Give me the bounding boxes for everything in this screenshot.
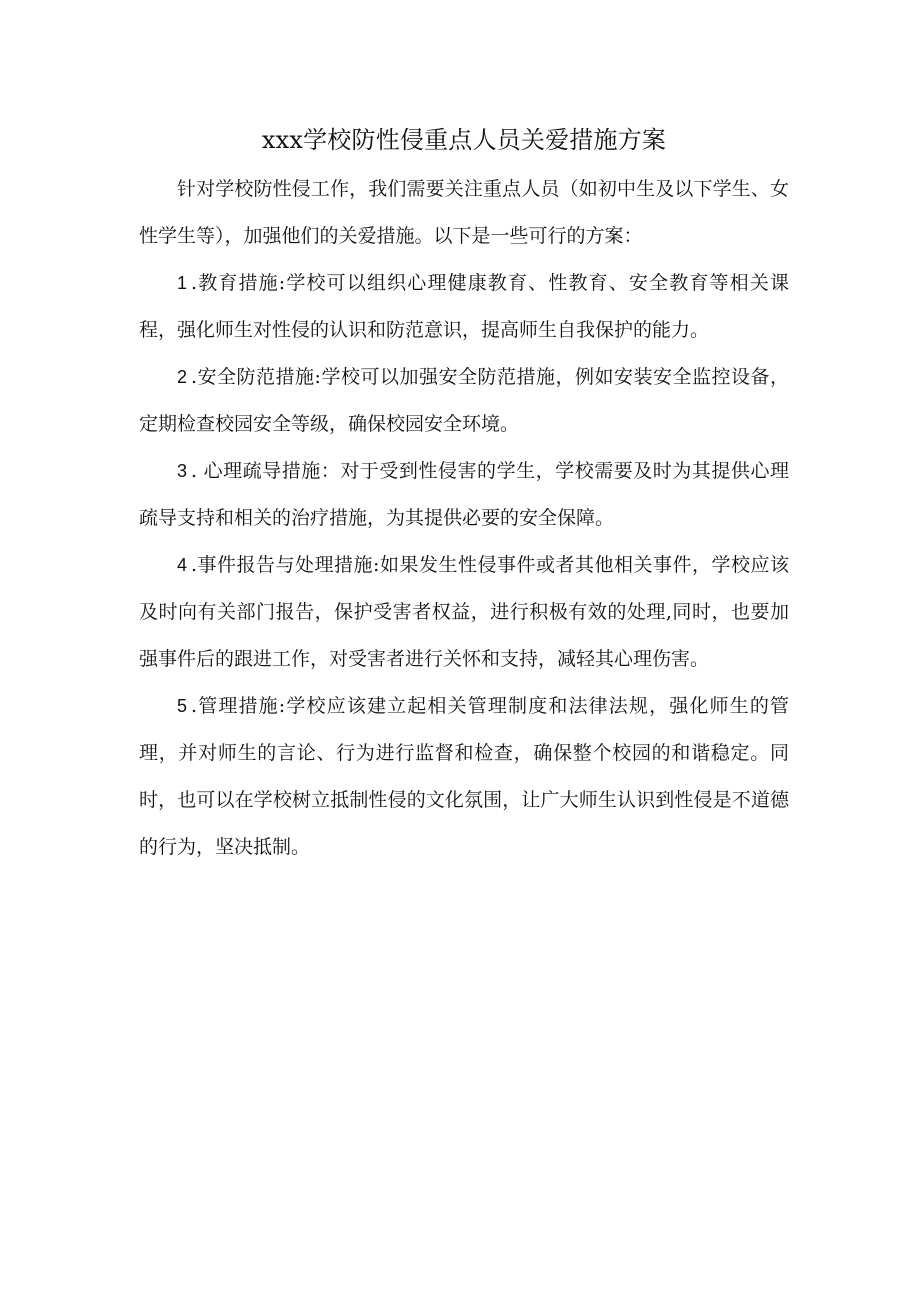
- item-text: 学校可以加强安全防范措施，例如安装安全监控设备，定期检查校园安全等级，确保校园安全环境。: [139, 366, 789, 435]
- item-heading: .管理措施:: [191, 695, 286, 717]
- item-number: 2: [177, 367, 188, 387]
- measure-item-1: [139, 260, 789, 354]
- item-text: 学校可以组织心理健康教育、性教育、安全教育等相关课程，强化师生对性侵的认识和防范意识，提高师生自我保护的能力。: [139, 272, 789, 341]
- item-heading: .教育措施:: [191, 272, 286, 294]
- item-number: 5: [177, 696, 188, 716]
- item-number: 1: [177, 273, 188, 293]
- document-content: [139, 118, 789, 871]
- item-heading: .安全防范措施:: [191, 366, 321, 388]
- item-text: 学校应该建立起相关管理制度和法律法规，强化师生的管理，并对师生的言论、行为进行监督和检查，确保整个校园的和谐稳定。同时，也可以在学校树立抵制性侵的文化氛围，让广大师生认识到性侵是不道德的行为，坚决抵制。: [139, 695, 789, 858]
- intro-paragraph: 针对学校防性侵工作，我们需要关注重点人员（如初中生及以下学生、女性学生等），加强他们的关爱措施。以下是一些可行的方案：: [139, 178, 789, 247]
- measure-item-5: [139, 683, 789, 871]
- item-number: 3: [177, 461, 188, 481]
- item-heading: .事件报告与处理措施:: [191, 554, 380, 576]
- measure-item-3: [139, 448, 789, 542]
- item-text: 如果发生性侵事件或者其他相关事件，学校应该及时向有关部门报告，保护受害者权益，进行积极有效的处理,同时，也要加强事件后的跟进工作，对受害者进行关怀和支持，减轻其心理伤害。: [139, 554, 789, 670]
- item-text: 对于受到性侵害的学生，学校需要及时为其提供心理疏导支持和相关的治疗措施，为其提供必要的安全保障。: [139, 460, 789, 529]
- measure-item-4: [139, 542, 789, 683]
- document-title: xxx学校防性侵重点人员关爱措施方案: [261, 126, 667, 154]
- measure-item-2: [139, 354, 789, 448]
- item-number: 4: [177, 555, 188, 575]
- item-heading: . 心理疏导措施：: [191, 460, 341, 482]
